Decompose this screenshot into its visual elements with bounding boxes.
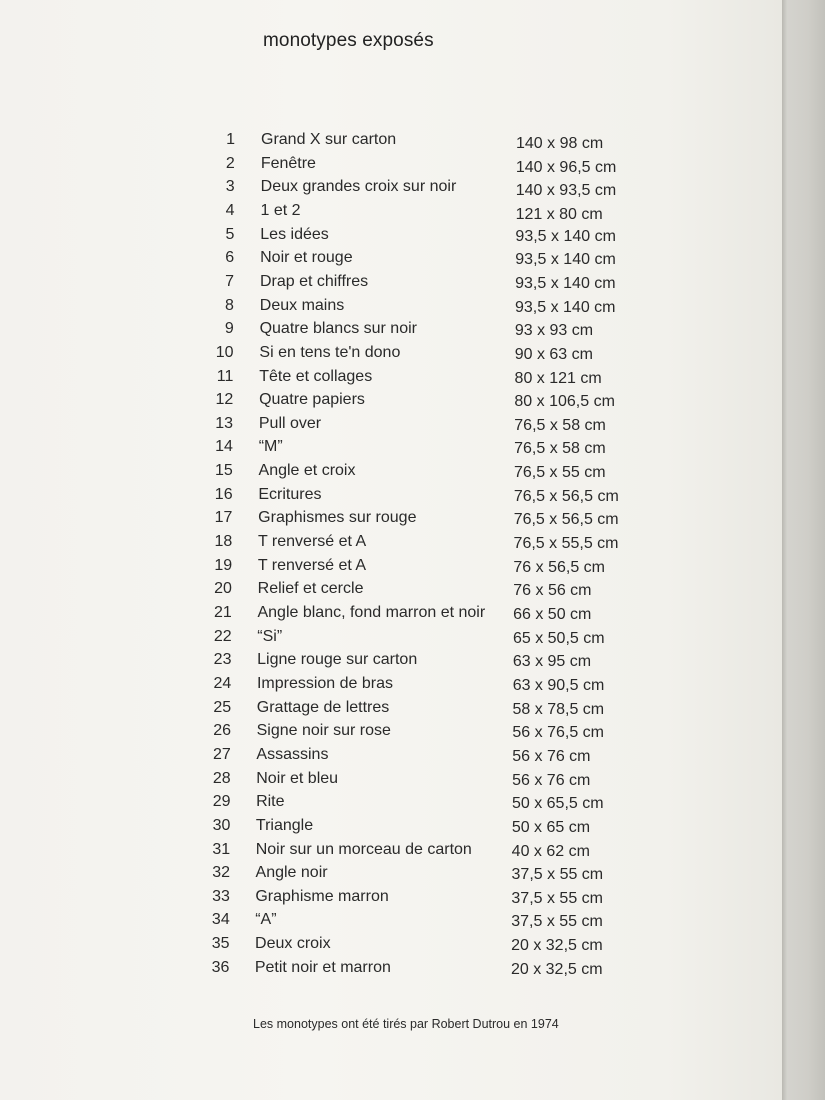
item-number: 33	[212, 887, 230, 905]
item-dimensions: 20 x 32,5 cm	[510, 960, 603, 978]
item-title: Petit noir et marron	[254, 958, 391, 976]
item-dimensions: 93,5 x 140 cm	[515, 251, 616, 269]
item-dimensions: 20 x 32,5 cm	[511, 937, 603, 955]
item-number: 19	[214, 556, 233, 574]
item-number: 8	[224, 296, 234, 314]
item-dimensions: 76,5 x 56,5 cm	[513, 511, 619, 529]
item-title: Angle noir	[255, 864, 328, 882]
item-title: Graphisme marron	[255, 887, 389, 905]
page-title: monotypes exposés	[263, 30, 434, 51]
item-dimensions: 93,5 x 140 cm	[515, 227, 616, 245]
item-number: 5	[225, 225, 235, 243]
item-dimensions: 37,5 x 55 cm	[511, 866, 604, 884]
item-number: 1	[226, 131, 235, 148]
item-dimensions: 37,5 x 55 cm	[511, 913, 603, 931]
item-number: 31	[212, 840, 231, 858]
item-title: “Si”	[257, 627, 283, 645]
item-dimensions: 50 x 65 cm	[511, 818, 591, 836]
item-number: 30	[212, 816, 231, 834]
item-number: 2	[225, 154, 235, 172]
item-number: 29	[212, 793, 231, 811]
item-number: 9	[224, 320, 234, 338]
item-dimensions: 93,5 x 140 cm	[515, 274, 616, 292]
item-title: T renversé et A	[257, 556, 367, 574]
item-title: Triangle	[255, 816, 314, 834]
item-title: Noir sur un morceau de carton	[255, 840, 472, 858]
item-title: Deux mains	[259, 296, 345, 314]
item-number: 11	[216, 367, 234, 385]
item-title: Les idées	[260, 225, 329, 243]
item-title: Signe noir sur rose	[256, 722, 391, 740]
item-dimensions: 80 x 121 cm	[514, 369, 602, 387]
item-number: 3	[225, 178, 235, 196]
item-number: 32	[212, 864, 231, 882]
item-dimensions: 93,5 x 140 cm	[514, 298, 616, 316]
item-number: 15	[214, 462, 233, 480]
item-title: Quatre papiers	[259, 391, 365, 409]
item-dimensions: 56 x 76 cm	[512, 771, 591, 789]
item-title: Deux grandes croix sur noir	[260, 178, 457, 196]
item-title: Graphismes sur rouge	[258, 509, 417, 527]
item-number: 13	[215, 414, 234, 432]
item-number: 24	[213, 674, 232, 692]
item-number: 36	[211, 958, 230, 976]
item-number: 27	[213, 745, 231, 763]
item-number: 18	[214, 533, 233, 551]
item-title: Angle et croix	[258, 462, 356, 480]
item-title: Grand X sur carton	[261, 131, 397, 148]
item-title: Fenêtre	[260, 154, 316, 172]
item-dimensions: 93 x 93 cm	[514, 322, 594, 340]
item-number: 28	[212, 769, 231, 787]
item-title: T renversé et A	[258, 533, 367, 551]
item-number: 23	[213, 651, 232, 669]
item-dimensions: 66 x 50 cm	[513, 606, 592, 623]
item-dimensions: 76,5 x 55,5 cm	[513, 535, 619, 553]
item-dimensions: 76 x 56,5 cm	[513, 558, 606, 576]
item-dimensions: 63 x 90,5 cm	[512, 676, 605, 694]
item-dimensions: 76 x 56 cm	[513, 582, 592, 600]
item-dimensions: 140 x 96,5 cm	[515, 158, 617, 176]
item-title: Relief et cercle	[257, 580, 364, 598]
item-number: 4	[225, 201, 235, 219]
item-dimensions: 56 x 76 cm	[512, 747, 591, 765]
item-number: 10	[215, 343, 234, 361]
item-dimensions: 65 x 50,5 cm	[512, 629, 605, 647]
item-dimensions: 76,5 x 56,5 cm	[513, 487, 619, 505]
item-dimensions: 37,5 x 55 cm	[511, 889, 603, 907]
item-number: 25	[213, 698, 232, 716]
item-number: 20	[214, 580, 232, 598]
item-dimensions: 80 x 106,5 cm	[514, 393, 615, 411]
item-dimensions: 76,5 x 55 cm	[513, 464, 606, 482]
item-number: 16	[214, 485, 233, 503]
item-title: Assassins	[256, 745, 329, 763]
item-title: 1 et 2	[260, 201, 301, 219]
item-dimensions: 140 x 98 cm	[516, 135, 604, 152]
item-title: Pull over	[258, 414, 322, 432]
item-number: 21	[214, 604, 232, 621]
item-number: 34	[211, 911, 230, 929]
item-dimensions: 121 x 80 cm	[515, 205, 603, 223]
item-number: 35	[211, 935, 230, 953]
item-number: 7	[225, 272, 235, 290]
item-title: Noir et bleu	[256, 769, 339, 787]
item-title: Si en tens te'n dono	[259, 343, 401, 361]
item-title: Impression de bras	[256, 674, 393, 692]
item-number: 22	[213, 627, 232, 645]
item-number: 12	[215, 391, 234, 409]
page-edge	[782, 0, 825, 1100]
item-dimensions: 140 x 93,5 cm	[515, 182, 617, 200]
item-title: Ligne rouge sur carton	[257, 651, 418, 669]
item-dimensions: 76,5 x 58 cm	[514, 416, 606, 434]
item-title: Quatre blancs sur noir	[259, 320, 417, 338]
item-dimensions: 56 x 76,5 cm	[512, 724, 604, 742]
item-number: 14	[215, 438, 233, 456]
item-title: Deux croix	[255, 935, 331, 953]
item-dimensions: 40 x 62 cm	[511, 842, 590, 860]
item-title: Angle blanc, fond marron et noir	[257, 604, 486, 621]
item-title: “M”	[258, 438, 283, 456]
item-title: Tête et collages	[259, 367, 373, 385]
item-dimensions: 90 x 63 cm	[514, 345, 593, 363]
item-dimensions: 76,5 x 58 cm	[514, 440, 606, 458]
item-title: Rite	[256, 793, 285, 811]
item-title: “A”	[255, 911, 277, 929]
item-title: Grattage de lettres	[256, 698, 390, 716]
item-title: Noir et rouge	[260, 249, 353, 267]
item-title: Drap et chiffres	[259, 272, 369, 290]
footer-note: Les monotypes ont été tirés par Robert Dutrou en 1974	[253, 1017, 559, 1031]
item-number: 26	[213, 722, 231, 740]
item-number: 17	[214, 509, 233, 527]
item-dimensions: 58 x 78,5 cm	[512, 700, 605, 718]
item-number: 6	[225, 249, 235, 267]
item-dimensions: 63 x 95 cm	[512, 653, 592, 671]
item-dimensions: 50 x 65,5 cm	[511, 795, 604, 813]
item-title: Ecritures	[258, 485, 322, 503]
